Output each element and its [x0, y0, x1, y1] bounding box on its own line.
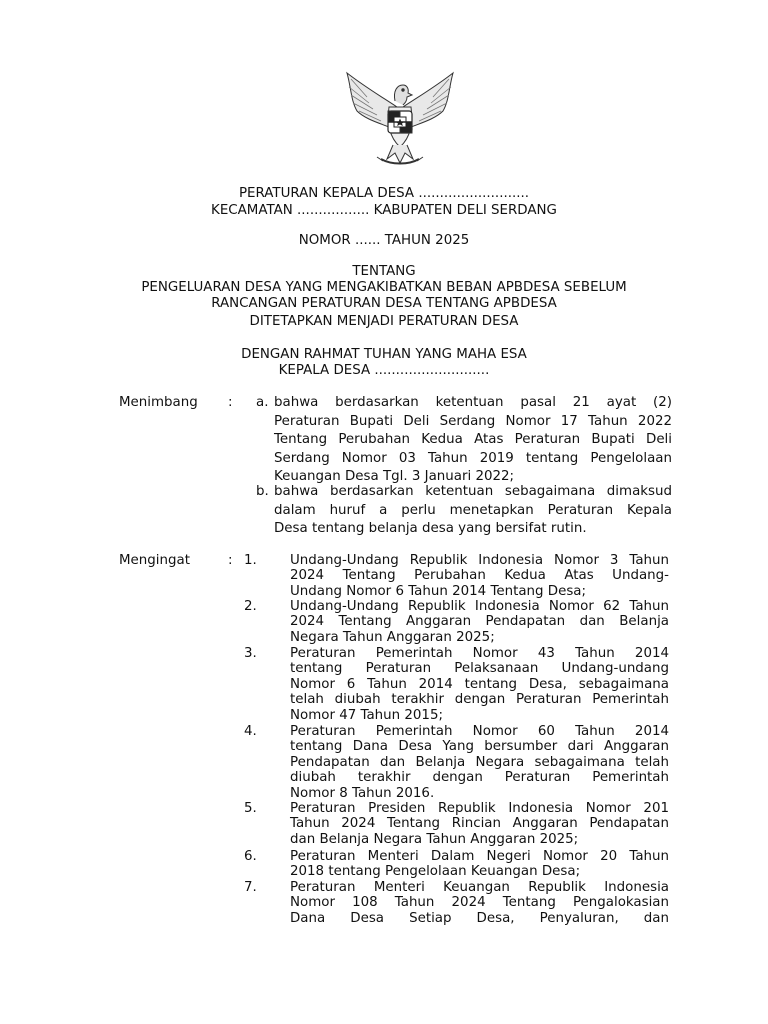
text-line: Nomor 8 Tahun 2016. — [290, 785, 435, 801]
text-line: 2024 Tentang Perubahan Kedua Atas Undang- — [290, 568, 669, 584]
text-line: dalam huruf a perlu menetapkan Peraturan Kepala — [274, 502, 672, 518]
text-line: tentang Dana Desa Yang bersumber dari Anggaran — [290, 739, 669, 755]
text-line: Nomor 108 Tahun 2024 Tentang Pengalokasian — [290, 895, 669, 911]
text-line: Peraturan Presiden Republik Indonesia Nomor 201 — [290, 801, 669, 816]
regulation-number: NOMOR ...... TAHUN 2025 — [298, 233, 470, 248]
mengingat-marker-2: 2. — [244, 599, 257, 614]
text-line: Tahun 2024 Tentang Rincian Anggaran Pendapatan — [290, 816, 669, 832]
subject-line2: RANCANGAN PERATURAN DESA TENTANG APBDESA — [211, 296, 557, 311]
kepala-desa-line: KEPALA DESA ........................... — [278, 363, 490, 378]
text-line: Dana Desa Setiap Desa, Penyaluran, dan — [290, 910, 669, 926]
menimbang-item-a — [274, 394, 672, 487]
text-line: bahwa berdasarkan ketentuan sebagaimana dimaksud — [274, 484, 672, 499]
regulation-title-line1: PERATURAN KEPALA DESA .......................... — [238, 186, 529, 201]
text-line: Undang-Undang Republik Indonesia Nomor 62 Tahun — [290, 599, 669, 614]
text-line: 2018 tentang Pengelolaan Keuangan Desa; — [290, 864, 581, 880]
mengingat-marker-6: 6. — [244, 849, 257, 864]
mengingat-item-5 — [290, 801, 669, 847]
menimbang-colon: : — [228, 395, 233, 410]
text-line: Peraturan Menteri Dalam Negeri Nomor 20 Tahun — [290, 849, 669, 864]
mengingat-item-2 — [290, 599, 669, 645]
mengingat-item-4 — [290, 724, 669, 801]
text-line: Peraturan Pemerintah Nomor 43 Tahun 2014 — [290, 646, 669, 661]
text-line: tentang Peraturan Pelaksanaan Undang-undang — [290, 661, 669, 677]
text-line: Pendapatan dan Belanja Negara sebagaimana telah — [290, 754, 669, 770]
text-line: Peraturan Bupati Deli Serdang Nomor 17 Tahun 2022 — [274, 413, 672, 429]
mengingat-colon: : — [228, 553, 233, 568]
text-line: dan Belanja Negara Tahun Anggaran 2025; — [290, 831, 579, 847]
regulation-title-line2: KECAMATAN ................. KABUPATEN DELI SERDANG — [211, 203, 557, 218]
text-line: diubah terakhir dengan Peraturan Pemerintah — [290, 770, 669, 786]
text-line: Negara Tahun Anggaran 2025; — [290, 629, 495, 645]
tentang-heading: TENTANG — [352, 264, 416, 279]
rahmat-line: DENGAN RAHMAT TUHAN YANG MAHA ESA — [241, 347, 527, 362]
text-line: Peraturan Pemerintah Nomor 60 Tahun 2014 — [290, 724, 669, 739]
garuda-emblem — [337, 67, 463, 171]
subject-line3: DITETAPKAN MENJADI PERATURAN DESA — [249, 314, 519, 329]
menimbang-marker-b: b. — [256, 484, 269, 499]
text-line: Peraturan Menteri Keuangan Republik Indonesia — [290, 880, 669, 895]
mengingat-item-7 — [290, 880, 669, 926]
text-line: bahwa berdasarkan ketentuan pasal 21 ayat (2) — [274, 395, 672, 410]
mengingat-marker-3: 3. — [244, 646, 257, 661]
text-line: Keuangan Desa Tgl. 3 Januari 2022; — [274, 469, 515, 484]
mengingat-marker-4: 4. — [244, 724, 257, 739]
text-line: Nomor 6 Tahun 2014 tentang Desa, sebagaimana — [290, 676, 669, 692]
text-line: Serdang Nomor 03 Tahun 2019 tentang Pengelolaan — [274, 450, 672, 466]
mengingat-marker-1: 1. — [244, 553, 257, 568]
menimbang-item-b — [274, 483, 672, 539]
mengingat-label: Mengingat — [119, 553, 190, 568]
subject-line1: PENGELUARAN DESA YANG MENGAKIBATKAN BEBAN APBDESA SEBELUM — [141, 280, 627, 295]
mengingat-item-1 — [290, 553, 669, 599]
text-line: Undang-Undang Republik Indonesia Nomor 3 Tahun — [290, 553, 669, 568]
mengingat-marker-7: 7. — [244, 880, 257, 895]
text-line: Tentang Perubahan Kedua Atas Peraturan Bupati Deli — [274, 432, 672, 447]
text-line: Nomor 47 Tahun 2015; — [290, 707, 443, 723]
mengingat-item-6 — [290, 849, 669, 880]
text-line: Desa tentang belanja desa yang bersifat rutin. — [274, 521, 587, 536]
text-line: Undang Nomor 6 Tahun 2014 Tentang Desa; — [290, 583, 587, 599]
menimbang-marker-a: a. — [256, 395, 269, 410]
text-line: 2024 Tentang Anggaran Pendapatan dan Belanja — [290, 614, 669, 630]
mengingat-marker-5: 5. — [244, 801, 257, 816]
mengingat-item-3 — [290, 646, 669, 723]
menimbang-label: Menimbang — [119, 395, 198, 410]
text-line: telah diubah terakhir dengan Peraturan Pemerintah — [290, 692, 669, 708]
